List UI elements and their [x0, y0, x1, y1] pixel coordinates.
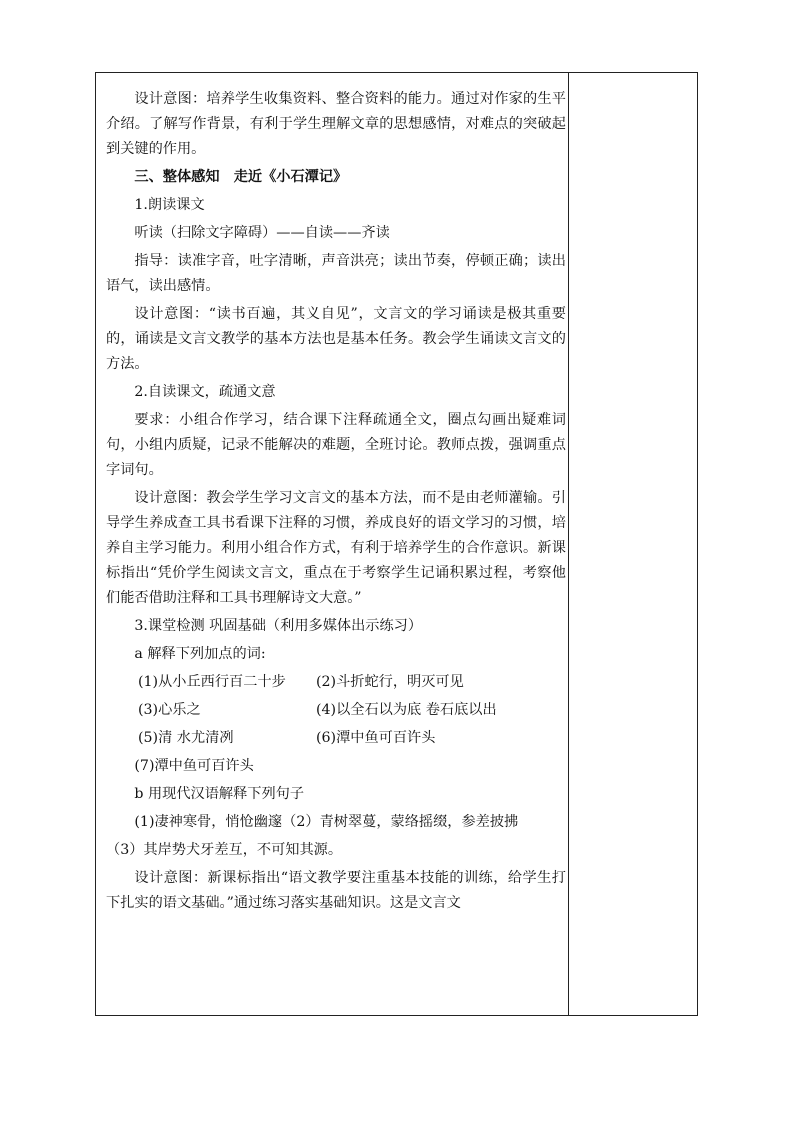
- lesson-table: [95, 72, 698, 1016]
- lesson-content-cell: [106, 87, 566, 919]
- exercise-item: (4)以全石以为底 卷石底以出: [316, 702, 497, 718]
- step-classroom-test: 3.课堂检测 巩固基础（利用多媒体出示练习）: [134, 618, 423, 634]
- exercise-item: (1)从小丘西行百二十步: [138, 674, 286, 690]
- design-intent-paragraph: 设计意图：教会学生学习文言文的基本方法，而不是由老师灌输。引导学生养成查工具书看课下注释的习惯，养成良好的语文学习的习惯，培养自主学习能力。利用小组合作方式，有利于培养学生的合作意识。新课标指出“凭价学生阅读文言文，重点在于考察学生记诵积累过程，考察他们能否借助注释和工具书理解诗文大意。”: [106, 490, 566, 606]
- exercise-item: (5)清 水尤清冽: [138, 730, 234, 746]
- exercise-b-line: （3）其岸势犬牙差互，不可知其源。: [106, 842, 343, 858]
- exercise-a-title: a 解释下列加点的词:: [134, 646, 266, 662]
- design-intent-paragraph: 设计意图：培养学生收集资料、整合资料的能力。通过对作家的生平介绍。了解写作背景，有利于学生理解文章的思想感情，对难点的突破起到关键的作用。: [106, 91, 566, 157]
- exercise-item: (2)斗折蛇行，明灭可见: [316, 674, 464, 690]
- design-intent-paragraph: 设计意图：“读书百遍，其义自见”，文言文的学习诵读是极其重要的，诵读是文言文教学的基本方法也是基本任务。教会学生诵读文言文的方法。: [106, 306, 566, 372]
- exercise-a-row: [106, 670, 566, 695]
- design-intent-paragraph: 设计意图：新课标指出“语文教学要注重基本技能的训练，给学生打下扎实的语文基础。”通过练习落实基础知识。这是文言文: [106, 870, 566, 911]
- exercise-a-row: [106, 726, 566, 751]
- exercise-item: (6)潭中鱼可百许头: [316, 730, 436, 746]
- requirements-paragraph: 要求：小组合作学习，结合课下注释疏通全文，圈点勾画出疑难词句，小组内质疑，记录不能解决的难题，全班讨论。教师点拨，强调重点字词句。: [106, 412, 566, 478]
- exercise-a-row: [106, 698, 566, 723]
- step-read-aloud: 1.朗读课文: [134, 197, 205, 213]
- reading-order: 听读（扫除文字障碍）——自读——齐读: [134, 225, 390, 241]
- section-heading: 三、整体感知 走近《小石潭记》: [134, 169, 348, 185]
- exercise-b-line: (1)凄神寒骨，悄怆幽邃（2）青树翠蔓，蒙络摇缀，参差披拂: [134, 814, 519, 830]
- column-divider: [568, 73, 569, 1015]
- exercise-b-title: b 用现代汉语解释下列句子: [134, 786, 305, 802]
- step-self-read: 2.自读课文，疏通文意: [134, 384, 276, 400]
- exercise-item: (7)潭中鱼可百许头: [134, 758, 254, 774]
- exercise-item: (3)心乐之: [138, 702, 201, 718]
- reading-guidance: 指导：读准字音，吐字清晰，声音洪亮；读出节奏，停顿正确；读出语气，读出感情。: [106, 253, 566, 294]
